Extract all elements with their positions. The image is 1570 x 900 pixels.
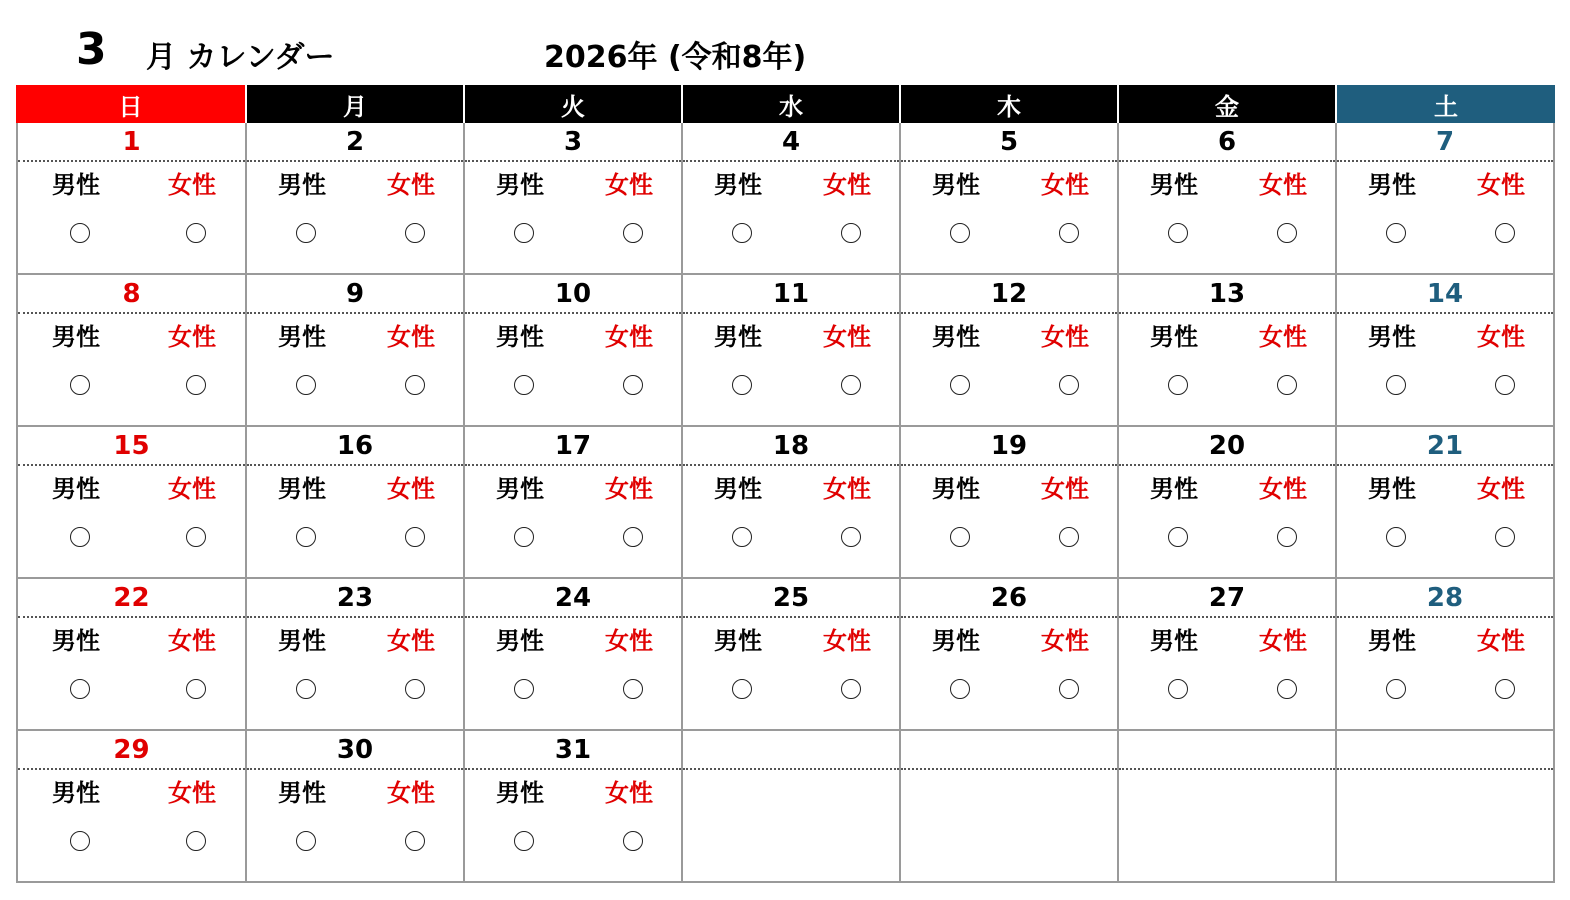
male-circle-icon bbox=[514, 375, 534, 395]
day-number: 30 bbox=[336, 735, 374, 765]
dotted-divider bbox=[1337, 616, 1553, 618]
dotted-divider bbox=[465, 616, 681, 618]
dotted-divider bbox=[1119, 312, 1335, 314]
male-circle-icon bbox=[1168, 527, 1188, 547]
page-title-month-label: 月 カレンダー bbox=[146, 40, 335, 75]
female-circle-icon bbox=[1495, 679, 1515, 699]
dotted-divider bbox=[1337, 160, 1553, 162]
male-label: 男性 bbox=[932, 627, 980, 655]
female-circle-icon bbox=[841, 223, 861, 243]
page-title-year: 2026年 (令和8年) bbox=[544, 40, 807, 75]
male-circle-icon bbox=[514, 223, 534, 243]
day-cell[interactable] bbox=[247, 731, 465, 883]
day-number: 25 bbox=[772, 583, 810, 613]
dotted-divider bbox=[18, 616, 245, 618]
female-circle-icon bbox=[623, 679, 643, 699]
male-label: 男性 bbox=[496, 171, 544, 199]
male-circle-icon bbox=[950, 375, 970, 395]
female-circle-icon bbox=[1059, 527, 1079, 547]
male-label: 男性 bbox=[1150, 171, 1198, 199]
male-label: 男性 bbox=[496, 475, 544, 503]
week-row bbox=[16, 275, 1555, 427]
day-cell[interactable] bbox=[247, 427, 465, 579]
weekday-header-sun: 日 bbox=[16, 85, 247, 123]
day-number: 14 bbox=[1426, 279, 1464, 309]
empty-day-cell bbox=[1337, 731, 1555, 883]
female-circle-icon bbox=[186, 679, 206, 699]
day-cell[interactable] bbox=[1337, 427, 1555, 579]
female-label: 女性 bbox=[1477, 323, 1525, 351]
male-circle-icon bbox=[950, 223, 970, 243]
day-cell[interactable] bbox=[16, 275, 247, 427]
male-circle-icon bbox=[1168, 375, 1188, 395]
female-circle-icon bbox=[1277, 375, 1297, 395]
female-label: 女性 bbox=[605, 475, 653, 503]
female-circle-icon bbox=[623, 831, 643, 851]
day-cell[interactable] bbox=[1119, 427, 1337, 579]
week-row bbox=[16, 731, 1555, 883]
day-cell[interactable] bbox=[247, 123, 465, 275]
female-circle-icon bbox=[405, 375, 425, 395]
weekday-header-sat: 土 bbox=[1337, 85, 1555, 123]
female-label: 女性 bbox=[1041, 171, 1089, 199]
day-cell[interactable] bbox=[465, 579, 683, 731]
male-circle-icon bbox=[1386, 375, 1406, 395]
day-cell[interactable] bbox=[1119, 123, 1337, 275]
male-label: 男性 bbox=[278, 779, 326, 807]
female-circle-icon bbox=[841, 375, 861, 395]
dotted-divider bbox=[247, 312, 463, 314]
day-number: 28 bbox=[1426, 583, 1464, 613]
female-circle-icon bbox=[1495, 527, 1515, 547]
weekday-header-thu: 木 bbox=[901, 85, 1119, 123]
male-circle-icon bbox=[296, 223, 316, 243]
female-label: 女性 bbox=[168, 171, 216, 199]
female-label: 女性 bbox=[387, 779, 435, 807]
female-circle-icon bbox=[186, 223, 206, 243]
male-circle-icon bbox=[70, 831, 90, 851]
female-circle-icon bbox=[186, 527, 206, 547]
male-label: 男性 bbox=[714, 323, 762, 351]
day-cell[interactable] bbox=[1337, 123, 1555, 275]
male-label: 男性 bbox=[932, 323, 980, 351]
day-number bbox=[1337, 733, 1553, 767]
female-label: 女性 bbox=[387, 171, 435, 199]
day-number: 18 bbox=[772, 431, 810, 461]
day-number: 12 bbox=[990, 279, 1028, 309]
day-number: 10 bbox=[554, 279, 592, 309]
female-label: 女性 bbox=[1259, 627, 1307, 655]
day-number: 24 bbox=[554, 583, 592, 613]
male-label: 男性 bbox=[1368, 323, 1416, 351]
male-label: 男性 bbox=[932, 171, 980, 199]
male-label: 男性 bbox=[278, 323, 326, 351]
female-label: 女性 bbox=[605, 171, 653, 199]
day-number: 22 bbox=[113, 583, 150, 613]
day-cell[interactable] bbox=[901, 123, 1119, 275]
day-number: 3 bbox=[563, 127, 583, 157]
day-cell[interactable] bbox=[683, 427, 901, 579]
dotted-divider bbox=[465, 768, 681, 770]
dotted-divider bbox=[683, 312, 899, 314]
male-label: 男性 bbox=[1150, 475, 1198, 503]
day-number: 15 bbox=[113, 431, 150, 461]
female-label: 女性 bbox=[387, 627, 435, 655]
male-label: 男性 bbox=[278, 627, 326, 655]
female-label: 女性 bbox=[823, 171, 871, 199]
male-label: 男性 bbox=[496, 627, 544, 655]
male-circle-icon bbox=[950, 679, 970, 699]
male-circle-icon bbox=[1386, 679, 1406, 699]
female-label: 女性 bbox=[387, 475, 435, 503]
weekday-header-row bbox=[16, 85, 1555, 123]
male-circle-icon bbox=[1168, 679, 1188, 699]
female-label: 女性 bbox=[1259, 323, 1307, 351]
day-number: 21 bbox=[1426, 431, 1464, 461]
male-label: 男性 bbox=[496, 323, 544, 351]
day-number: 19 bbox=[990, 431, 1028, 461]
male-label: 男性 bbox=[1368, 627, 1416, 655]
female-label: 女性 bbox=[605, 779, 653, 807]
female-label: 女性 bbox=[823, 475, 871, 503]
female-label: 女性 bbox=[168, 779, 216, 807]
dotted-divider bbox=[465, 312, 681, 314]
female-label: 女性 bbox=[168, 627, 216, 655]
female-label: 女性 bbox=[1041, 323, 1089, 351]
day-cell[interactable] bbox=[465, 275, 683, 427]
day-cell[interactable] bbox=[465, 731, 683, 883]
female-label: 女性 bbox=[1477, 475, 1525, 503]
day-number: 16 bbox=[336, 431, 374, 461]
male-label: 男性 bbox=[1368, 475, 1416, 503]
day-cell[interactable] bbox=[16, 579, 247, 731]
male-circle-icon bbox=[732, 223, 752, 243]
dotted-divider bbox=[1119, 616, 1335, 618]
day-cell[interactable] bbox=[16, 731, 247, 883]
male-circle-icon bbox=[732, 679, 752, 699]
male-circle-icon bbox=[70, 527, 90, 547]
day-number: 5 bbox=[999, 127, 1019, 157]
calendar-grid bbox=[16, 85, 1555, 880]
male-label: 男性 bbox=[52, 779, 100, 807]
female-circle-icon bbox=[1059, 375, 1079, 395]
male-label: 男性 bbox=[52, 627, 100, 655]
female-circle-icon bbox=[1277, 527, 1297, 547]
male-label: 男性 bbox=[52, 323, 100, 351]
male-circle-icon bbox=[1168, 223, 1188, 243]
day-number bbox=[1119, 733, 1335, 767]
male-circle-icon bbox=[70, 679, 90, 699]
dotted-divider bbox=[901, 312, 1117, 314]
day-number: 1 bbox=[122, 127, 141, 157]
day-number: 17 bbox=[554, 431, 592, 461]
male-circle-icon bbox=[1386, 527, 1406, 547]
dotted-divider bbox=[1119, 160, 1335, 162]
female-label: 女性 bbox=[1477, 171, 1525, 199]
female-circle-icon bbox=[841, 679, 861, 699]
dotted-divider bbox=[901, 160, 1117, 162]
page-title-month-number: 3 bbox=[76, 24, 107, 75]
day-number: 13 bbox=[1208, 279, 1246, 309]
day-cell[interactable] bbox=[1337, 579, 1555, 731]
dotted-divider bbox=[18, 160, 245, 162]
female-label: 女性 bbox=[823, 627, 871, 655]
week-row bbox=[16, 427, 1555, 579]
dotted-divider bbox=[901, 464, 1117, 466]
day-cell[interactable] bbox=[247, 275, 465, 427]
day-cell[interactable] bbox=[901, 275, 1119, 427]
female-label: 女性 bbox=[823, 323, 871, 351]
day-cell[interactable] bbox=[1119, 579, 1337, 731]
day-number bbox=[683, 733, 899, 767]
week-row bbox=[16, 579, 1555, 731]
female-label: 女性 bbox=[1477, 627, 1525, 655]
day-cell[interactable] bbox=[683, 275, 901, 427]
dotted-divider bbox=[683, 160, 899, 162]
dotted-divider bbox=[683, 464, 899, 466]
empty-day-cell bbox=[683, 731, 901, 883]
weekday-header-wed: 水 bbox=[683, 85, 901, 123]
male-label: 男性 bbox=[278, 171, 326, 199]
dotted-divider bbox=[18, 768, 245, 770]
male-label: 男性 bbox=[932, 475, 980, 503]
weekday-header-mon: 月 bbox=[247, 85, 465, 123]
male-label: 男性 bbox=[1368, 171, 1416, 199]
day-number: 4 bbox=[781, 127, 801, 157]
day-number: 27 bbox=[1208, 583, 1246, 613]
male-circle-icon bbox=[732, 527, 752, 547]
female-label: 女性 bbox=[1041, 627, 1089, 655]
day-number: 6 bbox=[1217, 127, 1237, 157]
male-circle-icon bbox=[732, 375, 752, 395]
male-circle-icon bbox=[70, 375, 90, 395]
day-number: 20 bbox=[1208, 431, 1246, 461]
female-circle-icon bbox=[623, 223, 643, 243]
male-circle-icon bbox=[70, 223, 90, 243]
dotted-divider bbox=[683, 768, 899, 770]
male-label: 男性 bbox=[52, 475, 100, 503]
day-number: 26 bbox=[990, 583, 1028, 613]
day-number: 11 bbox=[772, 279, 810, 309]
male-circle-icon bbox=[296, 679, 316, 699]
female-circle-icon bbox=[623, 527, 643, 547]
female-circle-icon bbox=[1495, 223, 1515, 243]
dotted-divider bbox=[1119, 768, 1335, 770]
male-label: 男性 bbox=[1150, 627, 1198, 655]
day-number: 7 bbox=[1435, 127, 1455, 157]
dotted-divider bbox=[247, 464, 463, 466]
week-row bbox=[16, 123, 1555, 275]
dotted-divider bbox=[247, 616, 463, 618]
day-cell[interactable] bbox=[16, 427, 247, 579]
male-circle-icon bbox=[1386, 223, 1406, 243]
female-label: 女性 bbox=[387, 323, 435, 351]
day-cell[interactable] bbox=[683, 123, 901, 275]
weekday-header-tue: 火 bbox=[465, 85, 683, 123]
day-number: 9 bbox=[345, 279, 365, 309]
female-circle-icon bbox=[405, 831, 425, 851]
day-number bbox=[901, 733, 1117, 767]
dotted-divider bbox=[247, 160, 463, 162]
female-circle-icon bbox=[1059, 223, 1079, 243]
female-circle-icon bbox=[186, 831, 206, 851]
dotted-divider bbox=[901, 768, 1117, 770]
day-cell[interactable] bbox=[247, 579, 465, 731]
female-circle-icon bbox=[1277, 223, 1297, 243]
day-number: 31 bbox=[554, 735, 592, 765]
female-circle-icon bbox=[1059, 679, 1079, 699]
male-circle-icon bbox=[514, 527, 534, 547]
male-circle-icon bbox=[514, 831, 534, 851]
day-number: 2 bbox=[345, 127, 365, 157]
female-label: 女性 bbox=[605, 627, 653, 655]
female-label: 女性 bbox=[168, 323, 216, 351]
day-cell[interactable] bbox=[465, 123, 683, 275]
male-circle-icon bbox=[296, 831, 316, 851]
day-cell[interactable] bbox=[465, 427, 683, 579]
dotted-divider bbox=[1119, 464, 1335, 466]
female-circle-icon bbox=[841, 527, 861, 547]
female-label: 女性 bbox=[1041, 475, 1089, 503]
dotted-divider bbox=[247, 768, 463, 770]
male-label: 男性 bbox=[714, 627, 762, 655]
male-label: 男性 bbox=[278, 475, 326, 503]
female-label: 女性 bbox=[1259, 475, 1307, 503]
empty-day-cell bbox=[1119, 731, 1337, 883]
male-label: 男性 bbox=[52, 171, 100, 199]
female-circle-icon bbox=[405, 679, 425, 699]
day-cell[interactable] bbox=[683, 579, 901, 731]
female-circle-icon bbox=[186, 375, 206, 395]
male-label: 男性 bbox=[1150, 323, 1198, 351]
dotted-divider bbox=[1337, 464, 1553, 466]
male-circle-icon bbox=[296, 527, 316, 547]
day-cell[interactable] bbox=[16, 123, 247, 275]
female-label: 女性 bbox=[605, 323, 653, 351]
empty-day-cell bbox=[901, 731, 1119, 883]
day-number: 29 bbox=[113, 735, 150, 765]
female-label: 女性 bbox=[168, 475, 216, 503]
male-label: 男性 bbox=[714, 475, 762, 503]
male-label: 男性 bbox=[496, 779, 544, 807]
dotted-divider bbox=[465, 160, 681, 162]
male-label: 男性 bbox=[714, 171, 762, 199]
dotted-divider bbox=[18, 312, 245, 314]
male-circle-icon bbox=[514, 679, 534, 699]
dotted-divider bbox=[1337, 768, 1553, 770]
day-cell[interactable] bbox=[901, 427, 1119, 579]
dotted-divider bbox=[18, 464, 245, 466]
female-circle-icon bbox=[1277, 679, 1297, 699]
day-number: 8 bbox=[122, 279, 141, 309]
day-cell[interactable] bbox=[1119, 275, 1337, 427]
dotted-divider bbox=[465, 464, 681, 466]
day-number: 23 bbox=[336, 583, 374, 613]
female-label: 女性 bbox=[1259, 171, 1307, 199]
dotted-divider bbox=[1337, 312, 1553, 314]
day-cell[interactable] bbox=[1337, 275, 1555, 427]
day-cell[interactable] bbox=[901, 579, 1119, 731]
female-circle-icon bbox=[1495, 375, 1515, 395]
female-circle-icon bbox=[623, 375, 643, 395]
male-circle-icon bbox=[950, 527, 970, 547]
dotted-divider bbox=[683, 616, 899, 618]
dotted-divider bbox=[901, 616, 1117, 618]
male-circle-icon bbox=[296, 375, 316, 395]
female-circle-icon bbox=[405, 527, 425, 547]
weekday-header-fri: 金 bbox=[1119, 85, 1337, 123]
female-circle-icon bbox=[405, 223, 425, 243]
